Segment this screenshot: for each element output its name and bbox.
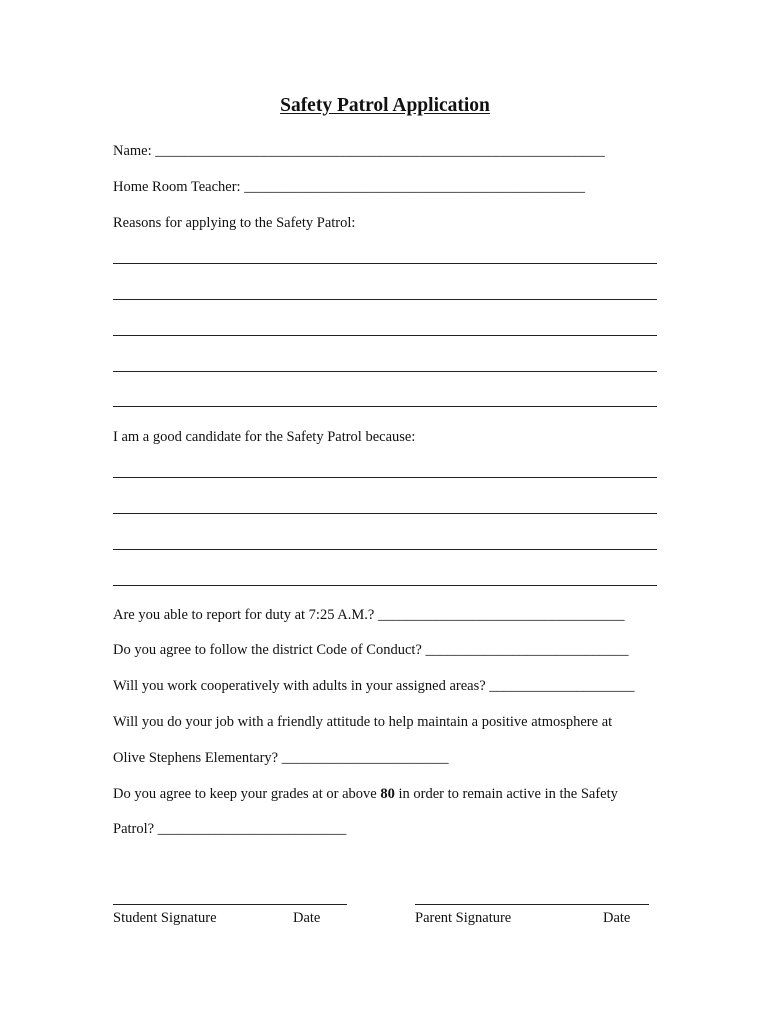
attitude-question-line-2: Olive Stephens Elementary?: [113, 750, 279, 766]
duty-question: Are you able to report for duty at 7:25 A.M.?: [113, 607, 375, 623]
cooperate-question-row: [113, 677, 634, 695]
teacher-field-row: [113, 178, 585, 196]
candidate-prompt: I am a good candidate for the Safety Patrol because:: [113, 429, 416, 445]
teacher-label: Home Room Teacher:: [113, 179, 241, 195]
cooperate-answer-blank[interactable]: ____________________: [489, 678, 635, 694]
conduct-question: Do you agree to follow the district Code of Conduct?: [113, 642, 422, 658]
reasons-prompt: Reasons for applying to the Safety Patrol:: [113, 215, 356, 231]
reasons-answer-line-2[interactable]: [113, 299, 657, 300]
reasons-answer-line-4[interactable]: [113, 371, 657, 372]
grades-threshold: 80: [380, 786, 395, 802]
name-label: Name:: [113, 143, 152, 159]
grades-question-part-2: in order to remain active in the Safety: [398, 786, 618, 802]
candidate-answer-line-2[interactable]: [113, 513, 657, 514]
teacher-blank[interactable]: _______________________________________________: [244, 179, 585, 195]
name-field-row: [113, 142, 605, 160]
attitude-question-row: [113, 749, 448, 767]
cooperate-question: Will you work cooperatively with adults in your assigned areas?: [113, 678, 486, 694]
reasons-answer-line-3[interactable]: [113, 335, 657, 336]
candidate-answer-line-3[interactable]: [113, 549, 657, 550]
page-title: Safety Patrol Application: [280, 95, 490, 116]
attitude-question-line-1: Will you do your job with a friendly attitude to help maintain a positive atmosphere at: [113, 714, 613, 730]
candidate-answer-line-1[interactable]: [113, 477, 657, 478]
parent-signature-label: Parent Signature: [415, 910, 512, 926]
grades-question-line-2: Patrol?: [113, 821, 155, 837]
duty-answer-blank[interactable]: __________________________________: [377, 607, 625, 623]
student-date-label: Date: [293, 910, 321, 926]
grades-question-line-1: [113, 785, 618, 803]
reasons-answer-line-5[interactable]: [113, 406, 657, 407]
reasons-answer-line-1[interactable]: [113, 263, 657, 264]
student-signature-label: Student Signature: [113, 910, 217, 926]
conduct-question-row: [113, 641, 629, 659]
grades-answer-blank[interactable]: __________________________: [157, 821, 347, 837]
parent-date-label: Date: [603, 910, 631, 926]
duty-question-row: [113, 606, 624, 624]
grades-question-row: [113, 820, 346, 838]
grades-question-part-1: Do you agree to keep your grades at or above: [113, 786, 377, 802]
student-signature-line[interactable]: [113, 904, 347, 905]
name-blank[interactable]: ______________________________________________________________: [155, 143, 605, 159]
parent-signature-line[interactable]: [415, 904, 649, 905]
candidate-answer-line-4[interactable]: [113, 585, 657, 586]
conduct-answer-blank[interactable]: ____________________________: [425, 642, 629, 658]
attitude-answer-blank[interactable]: _______________________: [281, 750, 449, 766]
